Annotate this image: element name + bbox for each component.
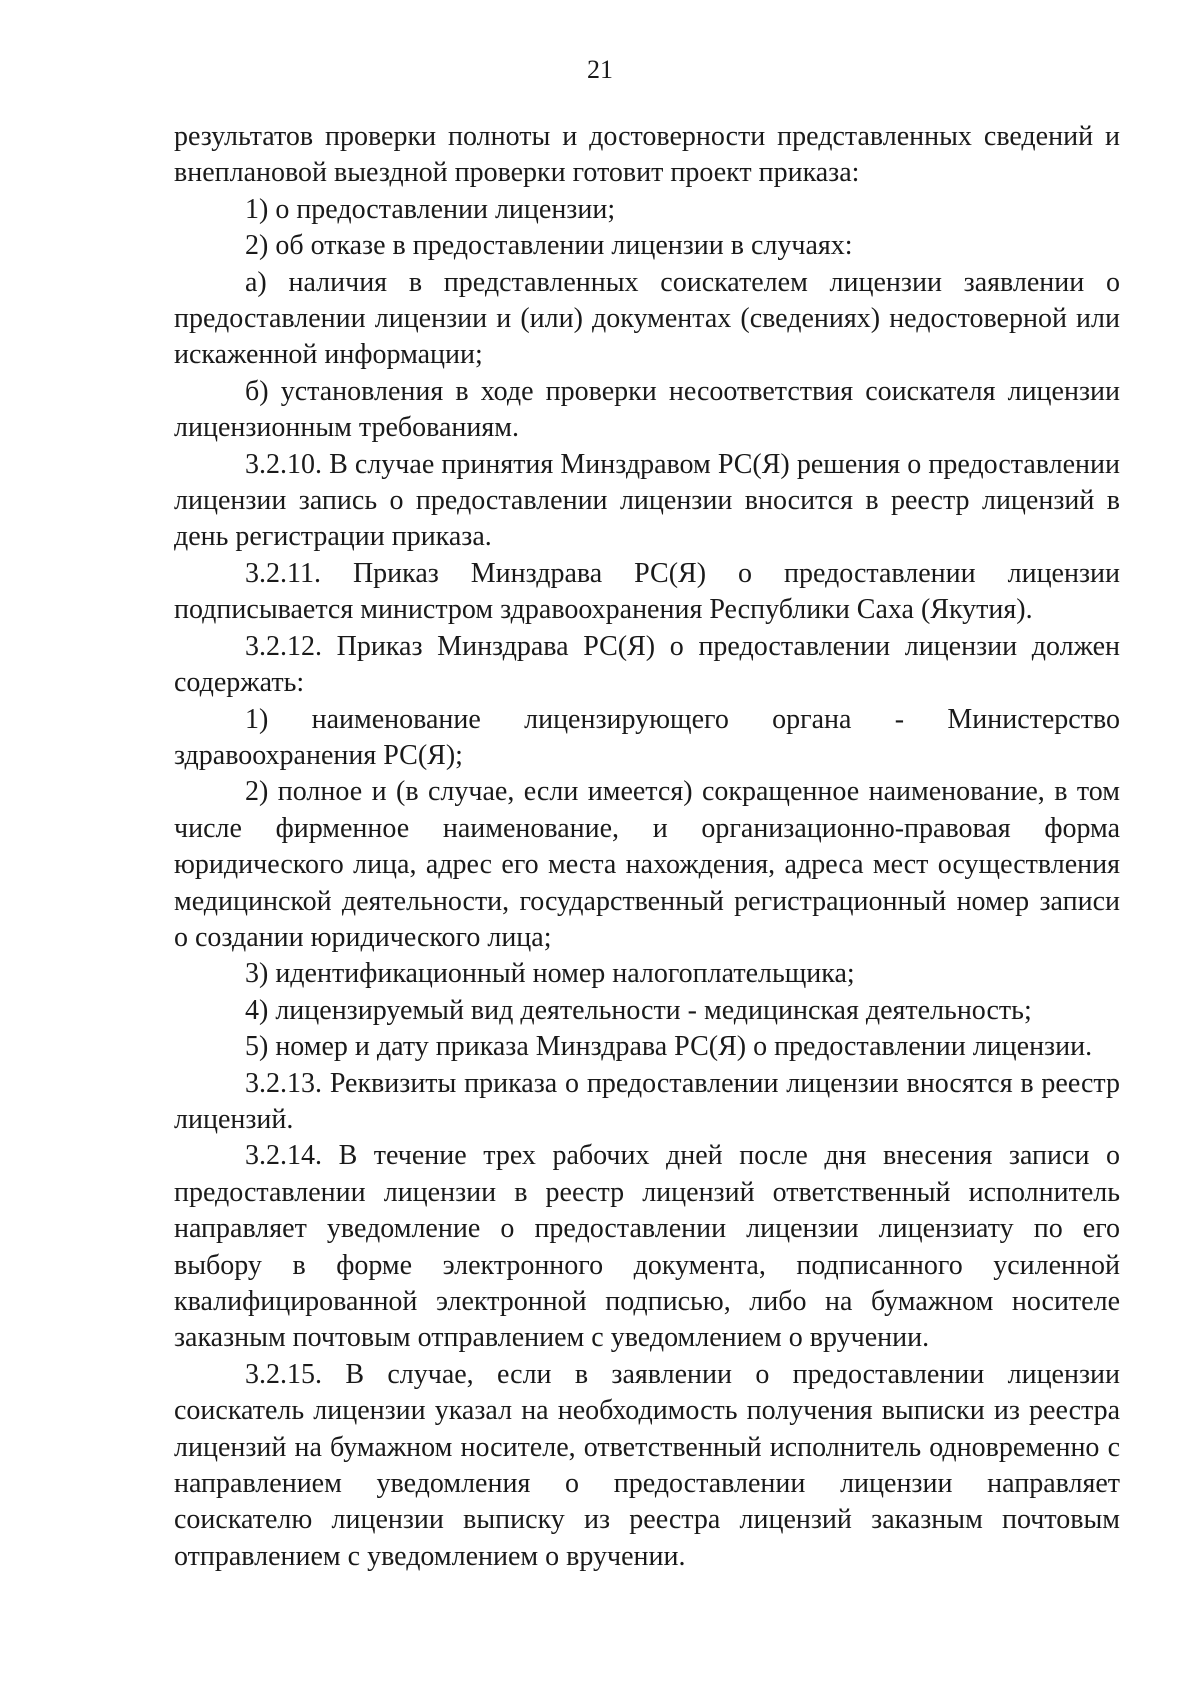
paragraph-3-2-11: 3.2.11. Приказ Минздрава РС(Я) о предоставлении лицензии подписывается министром здравоохранения Республики Саха (Якутия). bbox=[174, 557, 1120, 626]
paragraph-3-2-13: 3.2.13. Реквизиты приказа о предоставлении лицензии вносятся в реестр лицензий. bbox=[174, 1067, 1120, 1135]
paragraph-subitem-b: б) установления в ходе проверки несоответствия соискателя лицензии лицензионным требованиям. bbox=[174, 375, 1120, 444]
paragraph-item-2: 2) об отказе в предоставлении лицензии в случаях: bbox=[245, 230, 853, 262]
paragraph-subitem-a: а) наличия в представленных соискателем лицензии заявлении о предоставлении лицензии и (или) документах (сведениях) недостоверной или искаженной информации; bbox=[174, 266, 1120, 371]
page-number: 21 bbox=[587, 55, 613, 84]
paragraph-3-2-15: 3.2.15. В случае, если в заявлении о предоставлении лицензии соискатель лицензии указал на необходимость получения выписки из реестра лицензий на бумажном носителе, ответственный исполнитель одновременно с направлением уведомления о предоставлении лицензии направляет соискателю лицензии выписку из реестра лицензий заказным почтовым отправлением с уведомлением о вручении. bbox=[174, 1358, 1120, 1572]
paragraph-content-3: 3) идентификационный номер налогоплательщика; bbox=[245, 958, 855, 990]
paragraph-3-2-14: 3.2.14. В течение трех рабочих дней после дня внесения записи о предоставлении лицензии в реестр лицензий ответственный исполнитель направляет уведомление о предоставлении лицензии лицензиату по его выбору в форме электронного документа, подписанного усиленной квалифицированной электронной подписью, либо на бумажном носителе заказным почтовым отправлением с уведомлением о вручении. bbox=[174, 1140, 1120, 1354]
paragraph-content-1: 1) наименование лицензирующего органа - Министерство здравоохранения РС(Я); bbox=[174, 703, 1120, 771]
paragraph-content-4: 4) лицензируемый вид деятельности - медицинская деятельность; bbox=[245, 994, 1032, 1026]
paragraph-content-2: 2) полное и (в случае, если имеется) сокращенное наименование, в том числе фирменное наименование, и организационно-правовая форма юридического лица, адрес его места нахождения, адреса мест осуществления медицинской деятельности, государственный регистрационный номер записи о создании юридического лица; bbox=[174, 776, 1120, 953]
paragraph-item-1: 1) о предоставлении лицензии; bbox=[245, 193, 616, 225]
document-body bbox=[174, 119, 1120, 1575]
paragraph-3-2-10: 3.2.10. В случае принятия Минздравом РС(Я) решения о предоставлении лицензии запись о предоставлении лицензии вносится в реестр лицензий в день регистрации приказа. bbox=[174, 448, 1120, 553]
paragraph-3-2-12: 3.2.12. Приказ Минздрава РС(Я) о предоставлении лицензии должен содержать: bbox=[174, 630, 1120, 699]
paragraph-content-5: 5) номер и дату приказа Минздрава РС(Я) о предоставлении лицензии. bbox=[245, 1031, 1093, 1063]
paragraph-continuation: результатов проверки полноты и достоверности представленных сведений и внеплановой выездной проверки готовит проект приказа: bbox=[174, 121, 1120, 189]
